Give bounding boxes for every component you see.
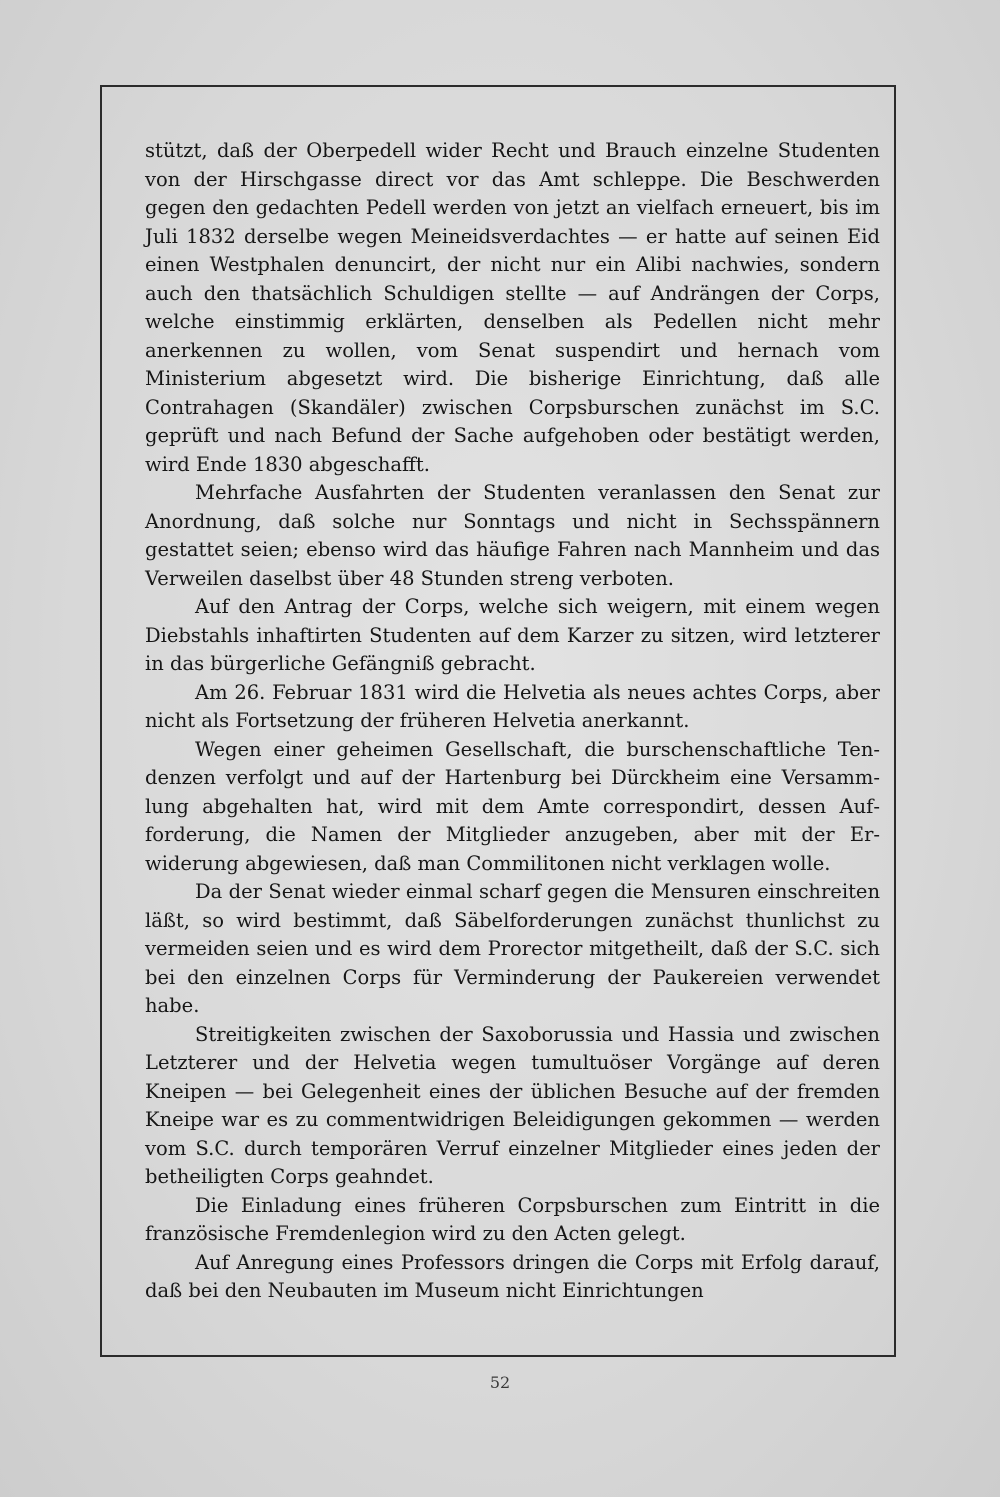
paragraph-streitigkeiten: Streitigkeiten zwischen der Saxoborussia und Hassia und zwischen Letzterer und der Helvetia wegen tumultuöser Vorgänge auf deren Kneipen — bei Gelegenheit eines der üblichen Besuche auf der fremden Kneipe war es zu commentwidrigen Beleidigungen gekommen — werden vom S.C. durch temporären Verruf einzelner Mitglieder eines jeden der betheiligten Corps geahndet. [145,1022,880,1188]
paragraph-mensuren: Da der Senat wieder einmal scharf gegen die Mensuren einschreiten läßt, so wird bestimmt, daß Säbelforderungen zunächst thunlichst zu vermeiden seien und es wird dem Prorector mitgetheilt, daß der S.C. sich bei den einzelnen Corps für Verminderung der Paukereien verwendet habe. [145,880,880,1017]
paragraph-geheime-gesellschaft: Wegen einer geheimen Gesellschaft, die burschenschaftliche Tendenzen verfolgt und auf der Hartenburg bei Dürckheim eine Versammlung abgehalten hat, wird mit dem Amte correspondirt, dessen Aufforderung, die Namen der Mitglieder anzugeben, aber mit der Erwiderung abgewiesen, daß man Commilitonen nicht verklagen wolle. [145,737,880,875]
paragraph-fremdenlegion: Die Einladung eines früheren Corpsburschen zum Eintritt in die französische Fremdenlegion wird zu den Acten gelegt. [145,1193,880,1245]
page-number: 52 [489,1373,511,1392]
paragraph-antrag-corps: Auf den Antrag der Corps, welche sich weigern, mit einem wegen Diebstahls inhaftirten Studenten auf dem Karzer zu sitzen, wird letzterer in das bürgerliche Gefängniß gebracht. [145,595,880,675]
paragraph-ausfahrten: Mehrfache Ausfahrten der Studenten veranlassen den Senat zur Anordnung, daß solche nur Sonntags und nicht in Sechsspännern gestattet seien; ebenso wird das häufige Fahren nach Mannheim und das Verweilen daselbst über 48 Stunden streng verboten. [145,481,880,590]
paragraph-helvetia: Am 26. Februar 1831 wird die Helvetia als neues achtes Corps, aber nicht als Fortsetzung der früheren Helvetia anerkannt. [145,680,880,732]
paragraph-museum: Auf Anregung eines Professors dringen die Corps mit Erfolg darauf, daß bei den Neubauten im Museum nicht Einrichtungen [145,1250,880,1302]
paragraph-continuation: stützt, daß der Oberpedell wider Recht und Brauch einzelne Studenten von der Hirschgasse direct vor das Amt schleppe. Die Beschwerden gegen den gedachten Pedell werden von jetzt an vielfach erneuert, bis im Juli 1832 derselbe wegen Meineidsverdachtes — er hatte auf seinen Eid einen Westphalen denuncirt, der nicht nur ein Alibi nachwies, sondern auch den thatsächlich Schuldigen stellte — auf Andrängen der Corps, welche einstimmig erklärten, denselben als Pedellen nicht mehr anerkennen zu wollen, vom Senat suspendirt und hernach vom Ministerium abgesetzt wird. Die bisherige Einrichtung, daß alle Contrahagen (Skandäler) zwischen Corpsburschen zunächst im S.C. geprüft und nach Befund der Sache aufgehoben oder bestätigt werden, wird Ende 1830 abgeschafft. [145,139,880,476]
body-text [145,137,880,1306]
